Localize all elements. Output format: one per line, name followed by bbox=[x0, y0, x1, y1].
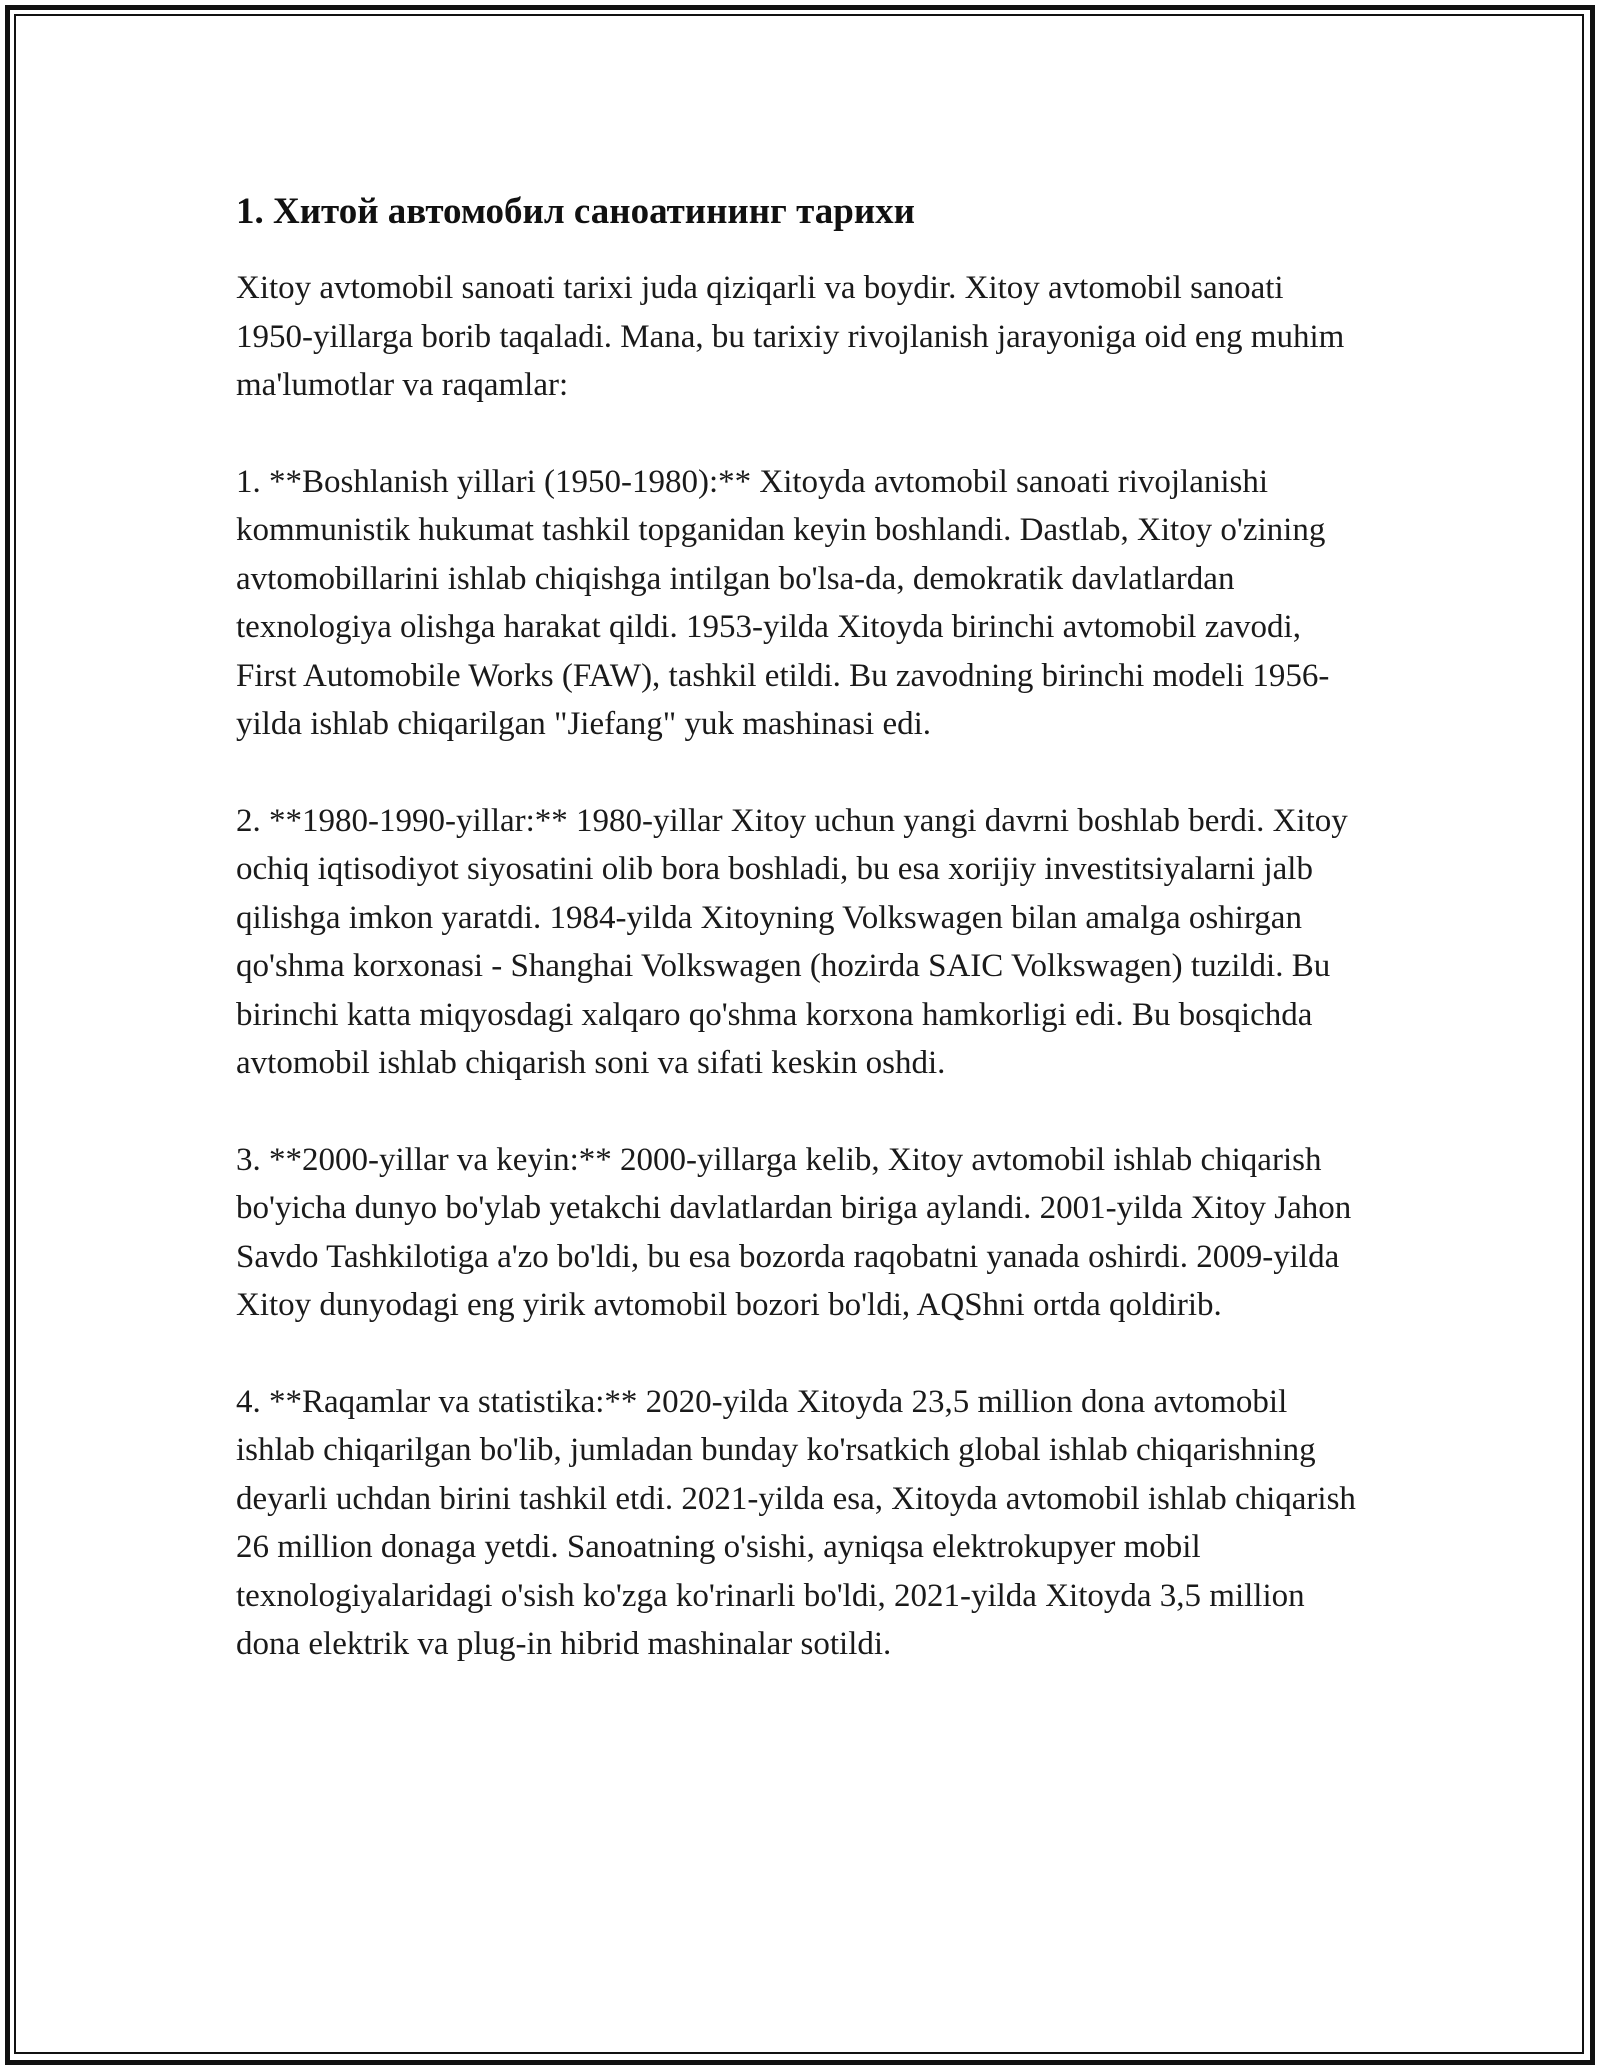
intro-paragraph: Xitoy avtomobil sanoati tarixi juda qiziqarli va boydir. Xitoy avtomobil sanoati 1950-yillarga borib taqaladi. Mana, bu tarixiy rivojlanish jarayoniga oid eng muhim ma'lumotlar va raqamlar: bbox=[236, 270, 1345, 403]
section-2-paragraph: 2. **1980-1990-yillar:** 1980-yillar Xitoy uchun yangi davrni boshlab berdi. Xitoy ochiq iqtisodiyot siyosatini olib bora boshladi, bu esa xorijiy investitsiyalarni jalb qilishga imkon yaratdi. 1984-yilda Xitoyning Volkswagen bilan amalga oshirgan qo'shma korxonasi - Shanghai Volkswagen (hozirda SAIC Volkswagen) tuzildi. Bu birinchi katta miqyosdagi xalqaro qo'shma korxona hamkorligi edi. Bu bosqichda avtomobil ishlab chiqarish soni va sifati keskin oshdi. bbox=[236, 802, 1348, 1081]
document-heading: 1. Хитой автомобил саноатининг тарихи bbox=[236, 191, 915, 232]
section-3-paragraph: 3. **2000-yillar va keyin:** 2000-yillarga kelib, Xitoy avtomobil ishlab chiqarish bo'yicha dunyo bo'ylab yetakchi davlatlardan biriga aylandi. 2001-yilda Xitoy Jahon Savdo Tashkilotiga a'zo bo'ldi, bu esa bozorda raqobatni yanada oshirdi. 2009-yilda Xitoy dunyodagi eng yirik avtomobil bozori bo'ldi, AQShni ortda qoldirib. bbox=[236, 1141, 1352, 1323]
section-4-paragraph: 4. **Raqamlar va statistika:** 2020-yilda Xitoyda 23,5 million dona avtomobil ishlab chiqarilgan bo'lib, jumladan bunday ko'rsatkich global ishlab chiqarishning deyarli uchdan birini tashkil etdi. 2021-yilda esa, Xitoyda avtomobil ishlab chiqarish 26 million donaga yetdi. Sanoatning o'sishi, ayniqsa elektrokupyer mobil texnologiyalaridagi o'sish ko'zga ko'rinarli bo'ldi, 2021-yilda Xitoyda 3,5 million dona elektrik va plug-in hibrid mashinalar sotildi. bbox=[236, 1383, 1356, 1662]
document-body bbox=[236, 188, 1366, 1717]
section-1-paragraph: 1. **Boshlanish yillari (1950-1980):** Xitoyda avtomobil sanoati rivojlanishi kommunistik hukumat tashkil topganidan keyin boshlandi. Dastlab, Xitoy o'zining avtomobillarini ishlab chiqishga intilgan bo'lsa-da, demokratik davlatlardan texnologiya olishga harakat qildi. 1953-yilda Xitoyda birinchi avtomobil zavodi, First Automobile Works (FAW), tashkil etildi. Bu zavodning birinchi modeli 1956-yilda ishlab chiqarilgan "Jiefang" yuk mashinasi edi. bbox=[236, 463, 1330, 742]
